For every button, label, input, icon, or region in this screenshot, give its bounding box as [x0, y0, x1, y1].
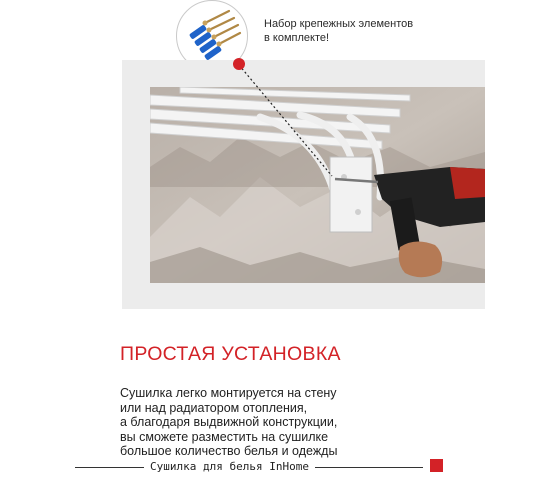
description-line: или над радиатором отопления,: [120, 400, 308, 415]
callout-line-2: в комплекте!: [264, 32, 330, 44]
callout-line-1: Набор крепежных элементов: [264, 18, 414, 30]
footer-accent-square: [430, 459, 443, 472]
section-heading: ПРОСТАЯ УСТАНОВКА: [120, 343, 341, 365]
footer-brand: Сушилка для белья InHome: [144, 460, 315, 474]
callout-dot-icon: [233, 58, 245, 70]
section-description: [120, 386, 337, 459]
description-line: а благодаря выдвижной конструкции,: [120, 415, 338, 430]
description-line: большое количество белья и одежды: [120, 444, 338, 459]
description-line: вы сможете разместить на сушилке: [120, 429, 329, 444]
description-line: Сушилка легко монтируется на стену: [120, 386, 337, 400]
